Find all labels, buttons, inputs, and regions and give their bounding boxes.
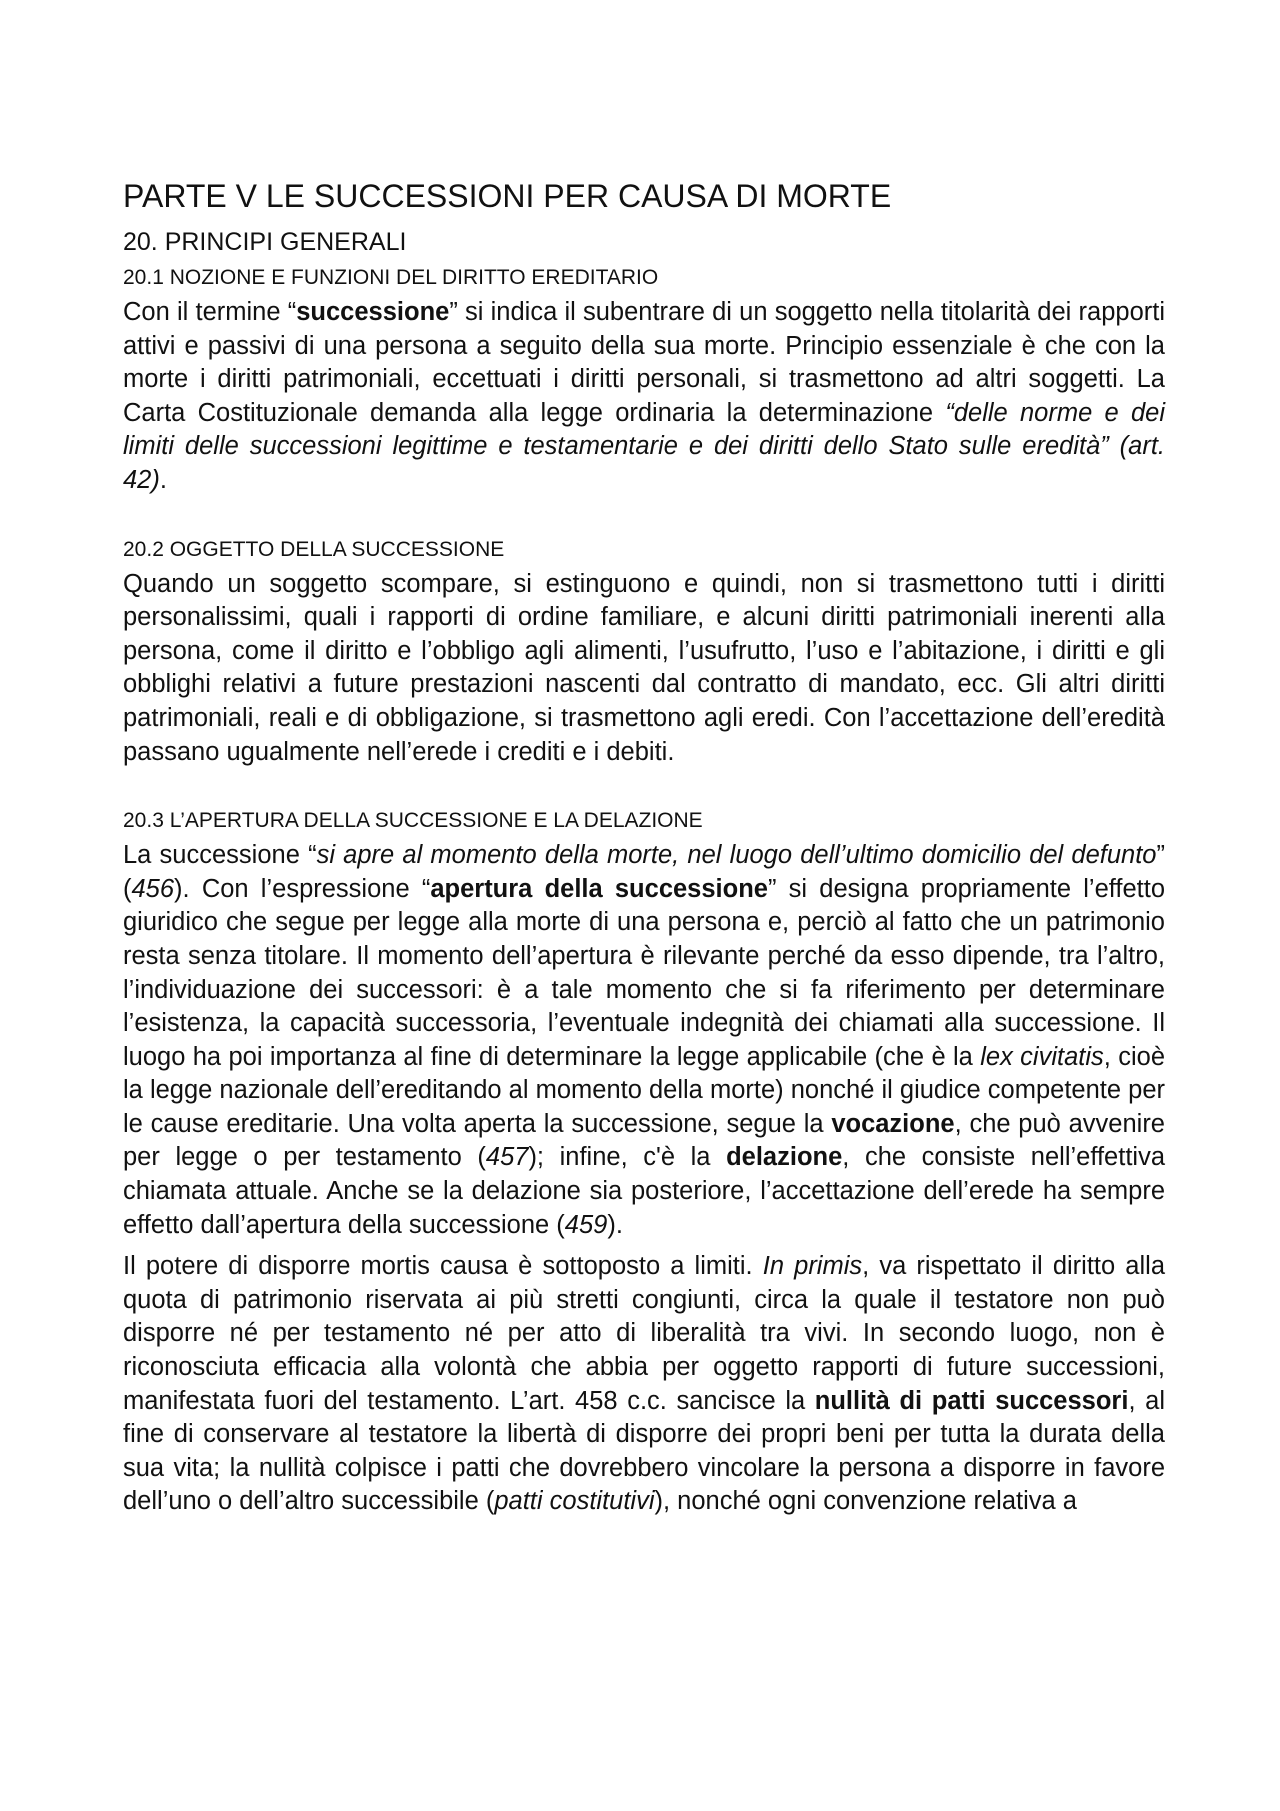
bold-term: successione xyxy=(296,298,450,326)
text-run: ). xyxy=(607,1210,623,1239)
italic-text: In primis xyxy=(762,1252,863,1281)
text-run: Quando un soggetto scompare, si estinguono e quindi, non si trasmettono tutti i diritti personalissimi, quali i rapporti di ordine familiare, e alcuni diritti patrimoniali inerenti alla persona, come il diritto e l’obbligo agli alimenti, l’usufrutto, l’uso e l’abitazione, i diritti e gli obblighi relativi a future prestazioni nascenti dal contratto di mandato, ecc. Gli altri diritti patrimoniali, reali e di obbligazione, si trasmettono agli eredi. Con l’accettazione dell’eredità passano ugualmente nell’erede i crediti e i debiti. xyxy=(123,569,1165,766)
text-run: ). Con l’espressione “ xyxy=(174,874,431,903)
document-page xyxy=(123,176,1165,1519)
bold-term: vocazione xyxy=(831,1109,955,1138)
text-run: , che può avvenire per legge o per testamento ( xyxy=(123,1109,1165,1172)
bold-term: apertura della successione xyxy=(430,874,768,903)
bold-term: nullità di patti successori xyxy=(814,1386,1129,1415)
italic-text: si apre al momento della morte, nel luogo dell’ultimo domicilio del defunto xyxy=(316,841,1157,870)
italic-text: 456 xyxy=(131,874,175,903)
text-run: ” ( xyxy=(123,841,1165,903)
body-paragraph xyxy=(123,568,1165,770)
sections xyxy=(123,264,1165,1519)
text-run: Il potere di disporre mortis causa è sottoposto a limiti. xyxy=(123,1252,763,1281)
italic-text: 459 xyxy=(564,1210,608,1239)
chapter-title: 20. PRINCIPI GENERALI xyxy=(123,228,407,256)
italic-text: “delle norme e dei limiti delle successioni legittime e testamentarie e dei diritti dello Stato sulle eredità” (art. 42) xyxy=(123,398,1165,494)
text-run: , cioè la legge nazionale dell’ereditando al momento della morte) nonché il giudice competente per le cause ereditarie. Una volta aperta la successione, segue la xyxy=(123,1042,1166,1138)
text-run: ), nonché ogni convenzione relativa a xyxy=(654,1487,1077,1516)
text-run: , che consiste nell’effettiva chiamata attuale. Anche se la delazione sia posteriore, l’accettazione dell’erede ha sempre effetto dall’apertura della successione ( xyxy=(123,1143,1165,1239)
body-paragraph xyxy=(123,839,1165,1242)
text-run: La successione “ xyxy=(123,841,317,870)
bold-term: delazione xyxy=(726,1143,843,1172)
text-run: . xyxy=(159,465,167,494)
italic-text: 457 xyxy=(485,1143,529,1172)
body-paragraph xyxy=(123,296,1165,498)
italic-text: patti costitutivi xyxy=(494,1487,655,1516)
text-run: ” si indica il subentrare di un soggetto nella titolarità dei rapporti attivi e passivi di una persona a seguito della sua morte. Principio essenziale è che con la morte i diritti patrimoniali, eccettuati i diritti personali, si trasmettono ad altri soggetti. La Carta Costituzionale demanda alla legge ordinaria la determinazione xyxy=(123,298,1165,427)
part-title: PARTE V LE SUCCESSIONI PER CAUSA DI MORTE xyxy=(123,178,892,214)
text-run: , va rispettato il diritto alla quota di patrimonio riservata ai più stretti congiunti, circa la quale il testatore non può disporre né per testamento né per atto di liberalità tra vivi. In secondo luogo, non è riconosciuta efficacia alla volontà che abbia per oggetto rapporti di future successioni, manifestata fuori del testamento. L’art. 458 c.c. sancisce la xyxy=(123,1252,1166,1415)
italic-text: lex civitatis xyxy=(980,1042,1104,1071)
section-heading: 20.1 NOZIONE E FUNZIONI DEL DIRITTO EREDITARIO xyxy=(123,266,659,289)
text-run: , al fine di conservare al testatore la libertà di disporre dei propri beni per tutta la durata della sua vita; la nullità colpisce i patti che dovrebbero vincolare la persona a disporre in favore dell’uno o dell’altro successibile ( xyxy=(123,1386,1165,1516)
body-paragraph xyxy=(123,1250,1165,1519)
section-heading: 20.3 L’APERTURA DELLA SUCCESSIONE E LA DELAZIONE xyxy=(123,809,703,833)
section-heading: 20.2 OGGETTO DELLA SUCCESSIONE xyxy=(123,537,505,561)
text-run: Con il termine “ xyxy=(123,298,297,326)
text-run: ); infine, c'è la xyxy=(528,1143,727,1172)
text-run: ” si designa propriamente l’effetto giuridico che segue per legge alla morte di una persona e, perciò al fatto che un patrimonio resta senza titolare. Il momento dell’apertura è rilevante perché da esso dipende, tra l’altro, l’individuazione dei successori: è a tale momento che si fa riferimento per determinare l’esistenza, la capacità successoria, l’eventuale indegnità dei chiamati alla successione. Il luogo ha poi importanza al fine di determinare la legge applicabile (che è la xyxy=(123,874,1166,1071)
